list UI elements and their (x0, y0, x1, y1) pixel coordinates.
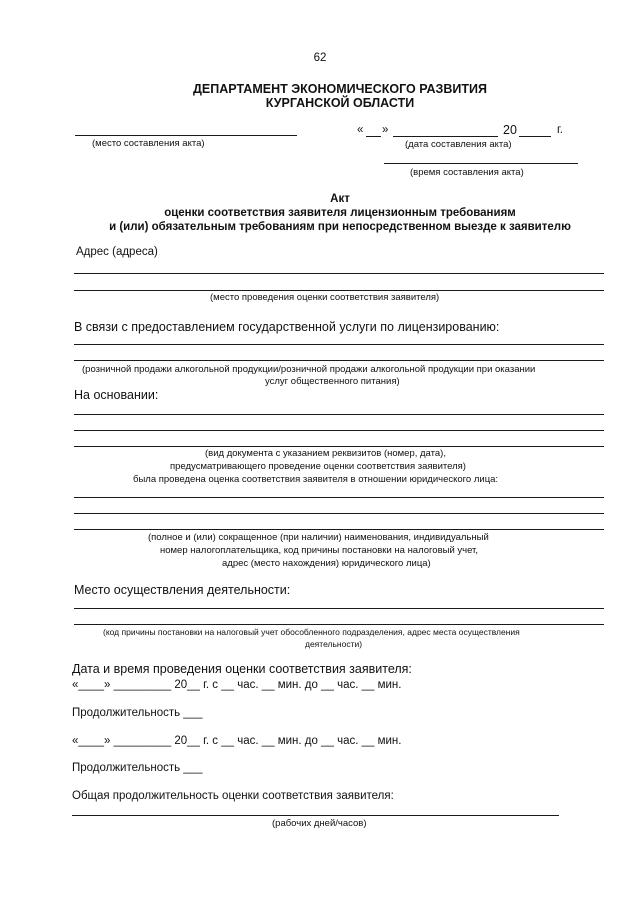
date-month-blank (393, 136, 498, 137)
basis-line-2 (74, 430, 604, 431)
entity-line-3 (74, 529, 604, 530)
basis-caption-line1: (вид документа с указанием реквизитов (номер, дата), (205, 448, 446, 459)
address-line-2 (74, 290, 604, 291)
activity-caption-line1: (код причины постановки на налоговый учет обособленного подразделения, адрес места осуществления (103, 627, 520, 637)
total-label: Общая продолжительность оценки соответствия заявителя: (72, 790, 394, 802)
date-open-quote: « (357, 124, 364, 136)
total-blank-line (72, 815, 559, 816)
entity-line-1 (74, 497, 604, 498)
basis-line-3 (74, 446, 604, 447)
total-caption: (рабочих дней/часов) (272, 818, 367, 829)
basis-line-1 (74, 414, 604, 415)
act-subtitle-line2: и (или) обязательным требованиям при непосредственном выезде к заявителю (109, 221, 571, 233)
service-line-2 (74, 360, 604, 361)
service-line-1 (74, 344, 604, 345)
basis-caption-line3: была проведена оценка соответствия заявителя в отношении юридического лица: (133, 474, 499, 485)
address-label: Адрес (адреса) (76, 246, 158, 258)
time-blank-line (384, 163, 578, 164)
basis-caption-line2: предусматривающего проведение оценки соответствия заявителя) (170, 461, 466, 472)
page-number: 62 (313, 52, 327, 64)
service-label: В связи с предоставлением государственной услуги по лицензированию: (74, 320, 500, 334)
act-subtitle-line1: оценки соответствия заявителя лицензионным требованиям (164, 207, 516, 219)
date-year-suffix: г. (557, 124, 563, 136)
activity-line-1 (74, 608, 604, 609)
act-title: Акт (330, 193, 350, 205)
basis-label: На основании: (74, 388, 159, 402)
entity-caption-line3: адрес (место нахождения) юридического лица) (222, 558, 431, 569)
entity-caption-line1: (полное и (или) сокращенное (при наличии) наименования, индивидуальный (148, 532, 489, 543)
date-close-quote: » (382, 124, 389, 136)
date-day-blank (366, 136, 381, 137)
time-caption: (время составления акта) (410, 167, 524, 178)
activity-caption-line2: деятельности) (305, 639, 363, 649)
schedule-row-1: «____» _________ 20__ г. с __ час. __ мин. до __ час. __ мин. (72, 679, 402, 691)
address-line-1 (74, 273, 604, 274)
date-caption: (дата составления акта) (405, 139, 512, 150)
place-caption: (место составления акта) (92, 138, 205, 149)
service-caption-line1: (розничной продажи алкогольной продукции/розничной продажи алкогольной продукции при оказании (82, 364, 536, 375)
entity-line-2 (74, 513, 604, 514)
activity-line-2 (74, 624, 604, 625)
department-title-line1: ДЕПАРТАМЕНТ ЭКОНОМИЧЕСКОГО РАЗВИТИЯ (193, 82, 487, 96)
service-caption-line2: услуг общественного питания) (265, 376, 400, 387)
schedule-label: Дата и время проведения оценки соответствия заявителя: (72, 662, 412, 676)
entity-caption-line2: номер налогоплательщика, код причины постановки на налоговый учет, (160, 545, 478, 556)
address-caption: (место проведения оценки соответствия заявителя) (210, 292, 440, 303)
schedule-row-2: «____» _________ 20__ г. с __ час. __ мин. до __ час. __ мин. (72, 735, 402, 747)
activity-label: Место осуществления деятельности: (74, 583, 291, 597)
date-year-blank (519, 136, 551, 137)
duration-1: Продолжительность ___ (72, 707, 203, 719)
duration-2: Продолжительность ___ (72, 762, 203, 774)
place-blank-line (75, 135, 297, 136)
department-title-line2: КУРГАНСКОЙ ОБЛАСТИ (265, 96, 415, 110)
date-year-prefix: 20 (503, 123, 517, 137)
